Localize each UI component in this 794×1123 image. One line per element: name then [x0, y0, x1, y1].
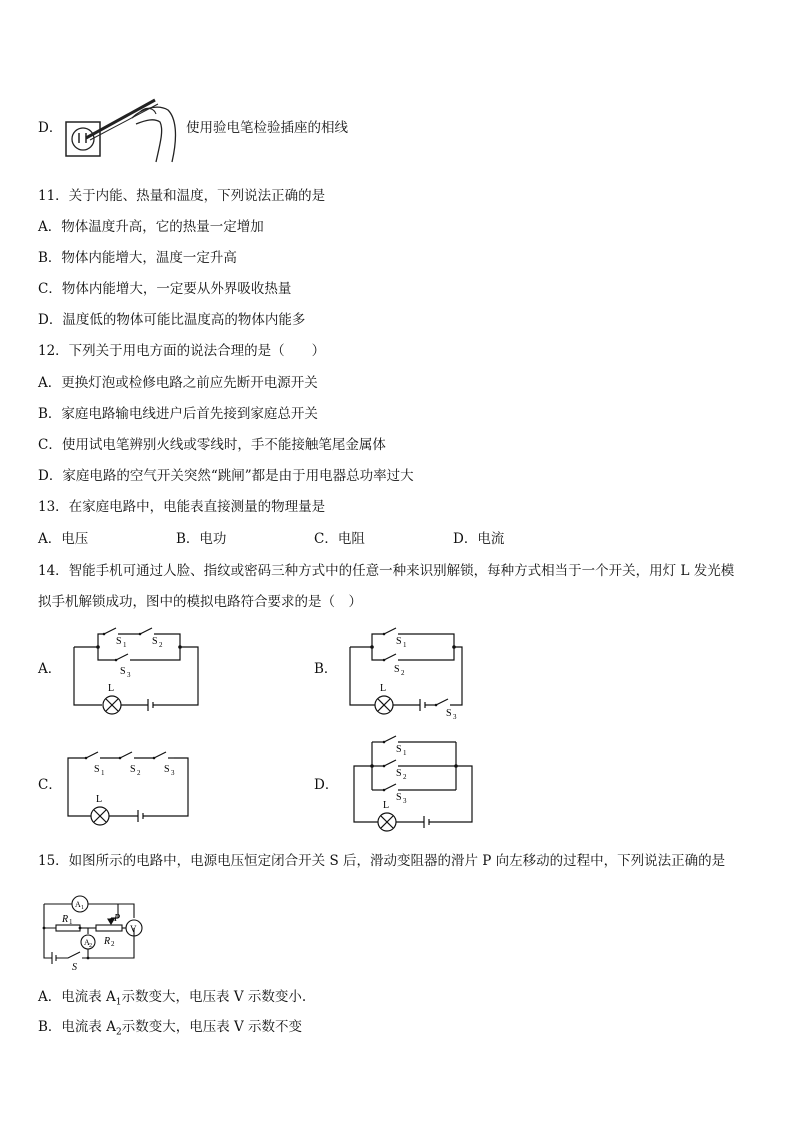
svg-text:S: S — [164, 764, 170, 775]
q10-option-d-letter: D． — [38, 120, 63, 136]
q13-option-a: A．电压 — [38, 531, 89, 547]
q12-option-b: B．家庭电路输电线进户后首先接到家庭总开关 — [38, 406, 318, 422]
svg-text:3: 3 — [403, 797, 407, 805]
q14-label-c: C． — [38, 777, 62, 793]
svg-text:2: 2 — [159, 641, 163, 649]
svg-text:L: L — [380, 683, 387, 694]
svg-text:2: 2 — [111, 940, 115, 948]
q14-stem-line1: 14．智能手机可通过人脸、指纹或密码三种方式中的任意一种来识别解锁，每种方式相当于一个开关，用灯 L 发光模 — [38, 563, 735, 579]
svg-text:3: 3 — [127, 671, 131, 679]
q15-stem: 15．如图所示的电路中，电源电压恒定闭合开关 S 后，滑动变阻器的滑片 P 向左移动的过程中，下列说法正确的是 — [38, 853, 726, 869]
svg-text:A: A — [75, 900, 81, 909]
svg-text:1: 1 — [403, 641, 407, 649]
svg-text:2: 2 — [401, 669, 405, 677]
q11-option-a: A．物体温度升高，它的热量一定增加 — [38, 219, 264, 235]
lamp-label: L — [108, 683, 115, 694]
svg-text:3: 3 — [171, 769, 175, 777]
q14-label-d: D． — [314, 777, 339, 793]
svg-text:S: S — [130, 764, 136, 775]
svg-text:2: 2 — [89, 943, 92, 949]
q14-circuit-b — [342, 620, 482, 720]
svg-text:S: S — [396, 792, 402, 803]
svg-text:S: S — [72, 962, 77, 972]
svg-text:A: A — [84, 938, 90, 947]
svg-text:S: S — [396, 636, 402, 647]
q14-circuit-a — [66, 620, 206, 720]
q13-option-d: D．电流 — [453, 531, 505, 547]
q14-label-a: A． — [38, 661, 62, 677]
svg-text:1: 1 — [101, 769, 105, 777]
q15-option-a: A．电流表 $A_1$示数变大，电压表 V 示数变小. — [38, 989, 307, 1008]
svg-text:S: S — [152, 636, 158, 647]
test-pen-socket-icon — [60, 96, 184, 168]
svg-text:S: S — [94, 764, 100, 775]
svg-text:S: S — [120, 666, 126, 677]
q15-option-b: B．电流表 $A_2$示数变大，电压表 V 示数不变 — [38, 1019, 303, 1038]
svg-text:1: 1 — [69, 918, 73, 926]
q14-stem-line2: 拟手机解锁成功，图中的模拟电路符合要求的是（ ） — [38, 594, 362, 610]
q12-stem: 12．下列关于用电方面的说法合理的是（ ） — [38, 343, 326, 359]
svg-text:S: S — [396, 768, 402, 779]
svg-text:L: L — [383, 800, 390, 811]
svg-text:R: R — [104, 936, 111, 947]
svg-text:3: 3 — [453, 713, 457, 720]
q12-option-c: C．使用试电笔辨别火线或零线时，手不能接触笔尾金属体 — [38, 437, 386, 453]
q11-option-b: B．物体内能增大，温度一定升高 — [38, 250, 237, 266]
svg-text:R: R — [62, 914, 69, 925]
svg-text:S: S — [394, 664, 400, 675]
svg-text:1: 1 — [403, 749, 407, 757]
q11-option-d: D．温度低的物体可能比温度高的物体内能多 — [38, 312, 306, 328]
svg-text:2: 2 — [403, 773, 407, 781]
svg-text:V: V — [130, 924, 137, 934]
svg-text:S: S — [396, 744, 402, 755]
q12-option-a: A．更换灯泡或检修电路之前应先断开电源开关 — [38, 375, 318, 391]
svg-text:L: L — [96, 794, 103, 805]
q15-circuit — [38, 888, 150, 972]
q13-stem: 13．在家庭电路中，电能表直接测量的物理量是 — [38, 499, 326, 515]
q14-label-b: B． — [314, 661, 338, 677]
svg-text:S: S — [446, 708, 452, 719]
q10-tester-picture — [60, 96, 184, 168]
q13-option-b: B．电功 — [176, 531, 227, 547]
svg-text:P: P — [114, 913, 121, 924]
svg-text:2: 2 — [137, 769, 141, 777]
q14-circuit-c — [66, 744, 196, 834]
q12-option-d: D．家庭电路的空气开关突然“跳闸”都是由于用电器总功率过大 — [38, 468, 414, 484]
q13-option-c: C．电阻 — [314, 531, 365, 547]
q10-option-d-text: 使用验电笔检验插座的相线 — [186, 120, 348, 136]
q11-option-c: C．物体内能增大，一定要从外界吸收热量 — [38, 281, 292, 297]
svg-text:1: 1 — [123, 641, 127, 649]
q14-circuit-d — [346, 730, 486, 836]
q11-stem: 11．关于内能、热量和温度，下列说法正确的是 — [38, 188, 326, 204]
svg-text:1: 1 — [81, 905, 84, 911]
switch-label: S — [116, 636, 122, 647]
